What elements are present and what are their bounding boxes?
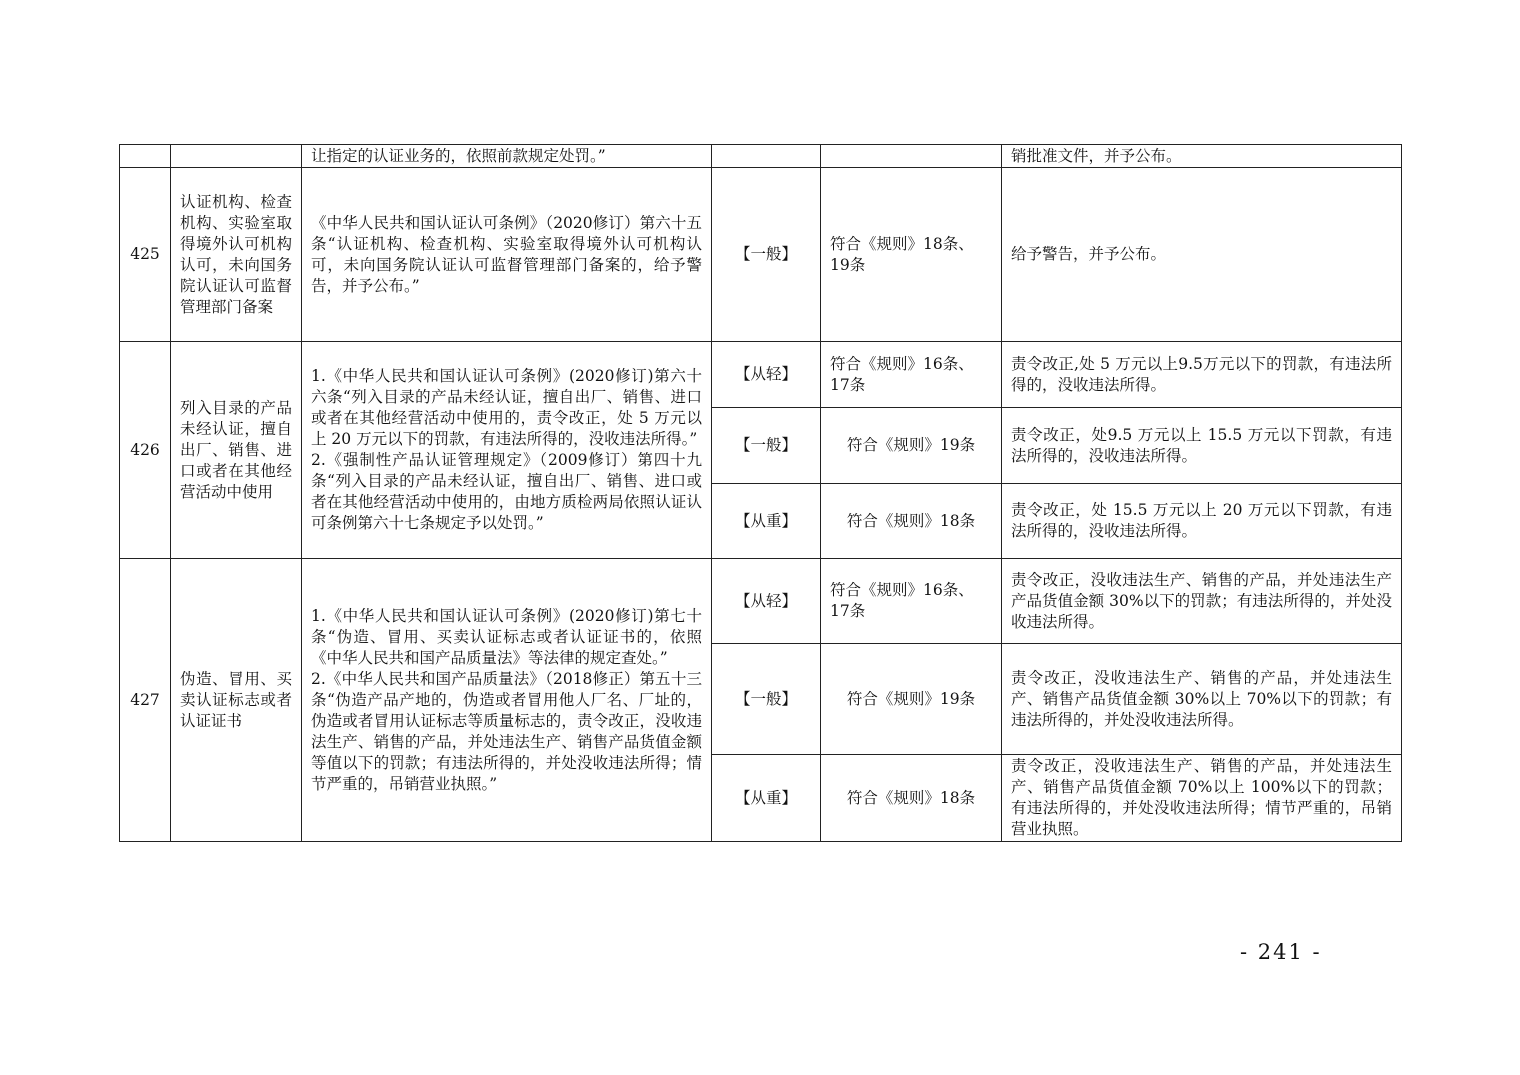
table-row-426: [120, 342, 1402, 408]
condition-cell: 符合《规则》19条: [821, 644, 1002, 755]
number-cell: 425: [120, 168, 171, 342]
condition-cell: 符合《规则》16条、17条: [821, 559, 1002, 644]
legal-basis-cell: 让指定的认证业务的，依照前款规定处罚。”: [302, 145, 712, 168]
legal-basis-item: 2.《强制性产品认证管理规定》（2009修订）第四十九条“列入目录的产品未经认证，擅自出厂、销售、进口或者在其他经营活动中使用的，由地方质检两局依照认证认可条例第六十七条规定予以处罚。”: [311, 451, 702, 532]
condition-cell: 符合《规则》18条、19条: [821, 168, 1002, 342]
table-row-427: [120, 559, 1402, 644]
legal-basis-item: 2.《中华人民共和国产品质量法》（2018修正）第五十三条“伪造产品产地的，伪造或者冒用他人厂名、厂址的，伪造或者冒用认证标志等质量标志的，责令改正，没收违法生产、销售的产品，并处违法生产、销售产品货值金额等值以下的罚款；有违法所得的，并处没收违法所得；情节严重的，吊销营业执照。”: [311, 669, 702, 793]
penalty-standards-table: [119, 144, 1402, 842]
violation-cell: 列入目录的产品未经认证，擅自出厂、销售、进口或者在其他经营活动中使用: [171, 342, 302, 559]
number-cell: [120, 145, 171, 168]
table-row-425: [120, 168, 1402, 342]
standard-cell: 责令改正,处 5 万元以上9.5万元以下的罚款，有违法所得的，没收违法所得。: [1002, 342, 1402, 408]
legal-basis-item: 1.《中华人民共和国认证认可条例》(2020修订)第六十六条“列入目录的产品未经认证，擅自出厂、销售、进口或者在其他经营活动中使用的，责令改正，处 5 万元以上 20 万元以下的罚款，有违法所得的，没收违法所得。”: [311, 367, 702, 448]
legal-basis-cell: 《中华人民共和国认证认可条例》（2020修订）第六十五条“认证机构、检查机构、实验室取得境外认可机构认可，未向国务院认证认可监督管理部门备案的，给予警告，并予公布。”: [302, 168, 712, 342]
condition-cell: 符合《规则》18条: [821, 755, 1002, 842]
condition-cell: [821, 145, 1002, 168]
condition-cell: 符合《规则》19条: [821, 408, 1002, 484]
condition-cell: 符合《规则》16条、17条: [821, 342, 1002, 408]
violation-cell: [171, 145, 302, 168]
condition-cell: 符合《规则》18条: [821, 484, 1002, 559]
degree-cell: [712, 145, 821, 168]
violation-cell: 认证机构、检查机构、实验室取得境外认可机构认可，未向国务院认证认可监督管理部门备案: [171, 168, 302, 342]
degree-cell: 【一般】: [712, 168, 821, 342]
degree-cell: 【从轻】: [712, 342, 821, 408]
standard-cell: 给予警告，并予公布。: [1002, 168, 1402, 342]
standard-cell: 责令改正，处9.5 万元以上 15.5 万元以下罚款，有违法所得的，没收违法所得。: [1002, 408, 1402, 484]
standard-cell: 销批准文件，并予公布。: [1002, 145, 1402, 168]
standard-cell: 责令改正，没收违法生产、销售的产品，并处违法生产、销售产品货值金额 70%以上 100%以下的罚款；有违法所得的，并处没收违法所得；情节严重的，吊销营业执照。: [1002, 755, 1402, 842]
standard-cell: 责令改正，处 15.5 万元以上 20 万元以下罚款，有违法所得的，没收违法所得。: [1002, 484, 1402, 559]
degree-cell: 【从轻】: [712, 559, 821, 644]
degree-cell: 【从重】: [712, 484, 821, 559]
degree-cell: 【从重】: [712, 755, 821, 842]
legal-basis-cell: [302, 342, 712, 559]
legal-basis-item: 1.《中华人民共和国认证认可条例》(2020修订)第七十条“伪造、冒用、买卖认证标志或者认证证书的，依照《中华人民共和国产品质量法》等法律的规定查处。”: [311, 606, 702, 667]
number-cell: 426: [120, 342, 171, 559]
page-number: - 241 -: [1240, 940, 1322, 964]
standard-cell: 责令改正，没收违法生产、销售的产品，并处违法生产、销售产品货值金额 30%以上 70%以下的罚款；有违法所得的，并处没收违法所得。: [1002, 644, 1402, 755]
number-cell: 427: [120, 559, 171, 842]
standard-cell: 责令改正，没收违法生产、销售的产品，并处违法生产产品货值金额 30%以下的罚款；有违法所得的，并处没收违法所得。: [1002, 559, 1402, 644]
violation-cell: 伪造、冒用、买卖认证标志或者认证证书: [171, 559, 302, 842]
degree-cell: 【一般】: [712, 644, 821, 755]
degree-cell: 【一般】: [712, 408, 821, 484]
legal-basis-cell: [302, 559, 712, 842]
table-row-continuation: [120, 145, 1402, 168]
